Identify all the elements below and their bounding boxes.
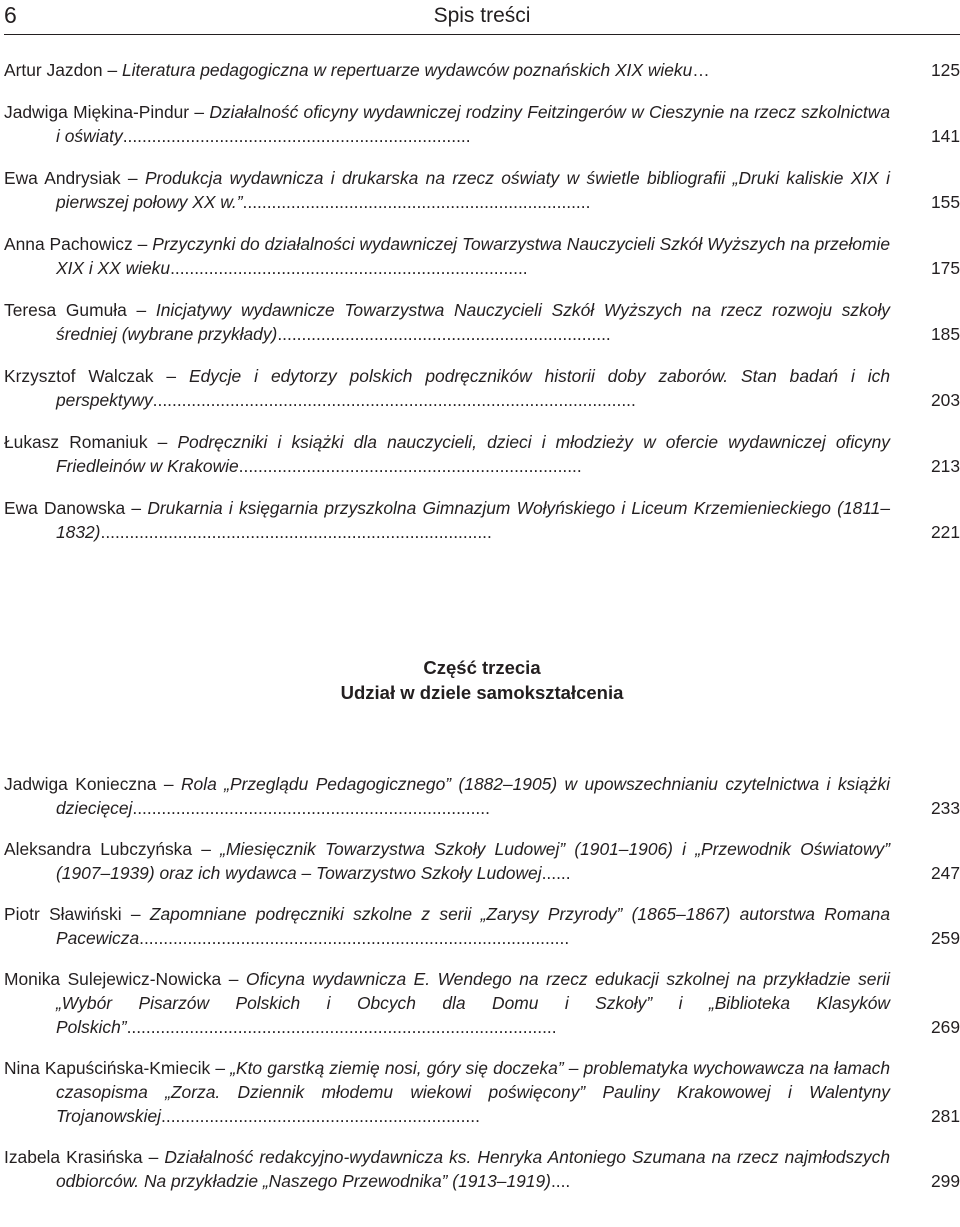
toc-entry bbox=[4, 772, 960, 820]
entry-leader-dots: .................................................................. bbox=[161, 1106, 480, 1126]
entry-title: Rola „Przeglądu Pedagogicznego” (1882–1905) w upowszechnianiu czytelnictwa i książki dziecięcej bbox=[56, 774, 891, 818]
toc-entry bbox=[4, 430, 960, 478]
entry-title: Działalność oficyny wydawniczej rodziny Feitzingerów w Cieszynie na rzecz szkolnictwa i oświaty bbox=[56, 102, 890, 146]
entry-author: Krzysztof Walczak bbox=[4, 366, 154, 386]
entry-separator: – bbox=[189, 102, 210, 122]
entry-page-number: 175 bbox=[930, 258, 960, 278]
part-title: Udział w dziele samokształcenia bbox=[340, 682, 624, 703]
page-header bbox=[4, 0, 960, 34]
entry-author: Artur Jazdon bbox=[4, 60, 103, 80]
toc-entry bbox=[4, 902, 960, 950]
toc-entry bbox=[4, 100, 960, 148]
entry-title: Oficyna wydawnicza E. Wendego na rzecz edukacji szkolnej na przykładzie serii „Wybór Pisarzów Polskich i Obcych dla Domu i Szkoły” i „Biblioteka Klasyków Polskich” bbox=[56, 969, 890, 1037]
entry-page-number: 233 bbox=[930, 798, 960, 818]
toc-entry bbox=[4, 166, 960, 214]
entry-leader-dots: ....................................................................... bbox=[238, 456, 582, 476]
entry-title: Drukarnia i księgarnia przyszkolna Gimnazjum Wołyńskiego i Liceum Krzemienieckiego (1811–1832) bbox=[56, 498, 891, 542]
entry-title: Edycje i edytorzy polskich podręczników historii doby zaborów. Stan badań i ich perspektywy bbox=[56, 366, 890, 410]
entry-author: Jadwiga Konieczna bbox=[4, 774, 157, 794]
entry-page-number: 141 bbox=[930, 126, 960, 146]
entry-separator: – bbox=[132, 234, 153, 254]
entry-title: Przyczynki do działalności wydawniczej Towarzystwa Nauczycieli Szkół Wyższych na przełomie XIX i XX wieku bbox=[56, 234, 890, 278]
entry-author: Monika Sulejewicz-Nowicka bbox=[4, 969, 222, 989]
entry-leader-dots: ................................................................................. bbox=[100, 522, 492, 542]
entry-title: Zapomniane podręczniki szkolne z serii „Zarysy Przyrody” (1865–1867) autorstwa Romana Pacewicza bbox=[56, 904, 891, 948]
entry-author: Izabela Krasińska bbox=[4, 1147, 143, 1167]
entry-author: Łukasz Romaniuk bbox=[4, 432, 148, 452]
entry-page-number: 259 bbox=[930, 928, 960, 948]
entry-author: Piotr Sławiński bbox=[4, 904, 122, 924]
entry-leader-dots: ......................................................................................... bbox=[126, 1017, 557, 1037]
entry-leader-dots: .................................................................................................... bbox=[152, 390, 636, 410]
entry-leader-dots: .......................................................................... bbox=[132, 798, 490, 818]
entry-page-number: 155 bbox=[930, 192, 960, 212]
entry-title: „Kto garstką ziemię nosi, góry się doczeka” – problematyka wychowawcza na łamach czasopisma „Zorza. Dziennik młodemu wiekowi poświęcony” Pauliny Krakowowej i Walentyny Trojanowskiej bbox=[56, 1058, 890, 1126]
entry-author: Aleksandra Lubczyńska bbox=[4, 839, 193, 859]
part-label: Część trzecia bbox=[423, 657, 541, 678]
toc-entry bbox=[4, 298, 960, 346]
entry-author: Jadwiga Miękina-Pindur bbox=[4, 102, 190, 122]
toc-list-top bbox=[4, 58, 960, 544]
page-number: 6 bbox=[4, 2, 17, 28]
entry-page-number: 185 bbox=[930, 324, 960, 344]
entry-leader-dots: … bbox=[692, 60, 710, 80]
entry-author: Anna Pachowicz bbox=[4, 234, 133, 254]
toc-entry bbox=[4, 967, 960, 1039]
header-rule bbox=[4, 34, 960, 35]
toc-entry bbox=[4, 364, 960, 412]
entry-separator: – bbox=[102, 60, 122, 80]
entry-leader-dots: ......................................................................................... bbox=[139, 928, 570, 948]
toc-entry bbox=[4, 1145, 960, 1193]
entry-page-number: 203 bbox=[930, 390, 960, 410]
entry-separator: – bbox=[126, 300, 156, 320]
entry-author: Nina Kapuścińska-Kmiecik bbox=[4, 1058, 211, 1078]
entry-author: Teresa Gumuła bbox=[4, 300, 127, 320]
toc-list-bottom bbox=[4, 772, 960, 1193]
entry-page-number: 213 bbox=[930, 456, 960, 476]
toc-entry bbox=[4, 837, 960, 885]
entry-title: Produkcja wydawnicza i drukarska na rzecz oświaty w świetle bibliografii „Druki kaliskie XIX i pierwszej połowy XX w.” bbox=[56, 168, 890, 212]
entry-separator: – bbox=[156, 774, 181, 794]
entry-title: „Miesięcznik Towarzystwa Szkoły Ludowej” (1901–1906) i „Przewodnik Oświatowy” (1907–1939) oraz ich wydawca – Towarzystwo Szkoły Ludowej bbox=[56, 839, 890, 883]
entry-leader-dots: ........................................................................ bbox=[242, 192, 591, 212]
entry-page-number: 299 bbox=[930, 1171, 960, 1191]
entry-leader-dots: ........................................................................ bbox=[122, 126, 471, 146]
entry-separator: – bbox=[125, 498, 148, 518]
entry-leader-dots: .... bbox=[550, 1171, 571, 1191]
entry-separator: – bbox=[192, 839, 221, 859]
entry-separator: – bbox=[121, 904, 150, 924]
entry-separator: – bbox=[221, 969, 246, 989]
entry-title: Podręczniki i książki dla nauczycieli, dzieci i młodzieży w ofercie wydawniczej oficyny Friedleinów w Krakowie bbox=[56, 432, 890, 476]
entry-leader-dots: ...... bbox=[541, 863, 571, 883]
running-title: Spis treści bbox=[433, 4, 531, 27]
toc-entry bbox=[4, 1056, 960, 1128]
entry-author: Ewa Andrysiak bbox=[4, 168, 121, 188]
toc-entry bbox=[4, 232, 960, 280]
entry-author: Ewa Danowska bbox=[4, 498, 126, 518]
entry-page-number: 281 bbox=[930, 1106, 960, 1126]
entry-page-number: 221 bbox=[930, 522, 960, 542]
toc-entry bbox=[4, 58, 960, 82]
entry-separator: – bbox=[210, 1058, 231, 1078]
toc-entry bbox=[4, 496, 960, 544]
entry-title: Inicjatywy wydawnicze Towarzystwa Nauczycieli Szkół Wyższych na rzecz rozwoju szkoły średniej (wybrane przykłady) bbox=[56, 300, 891, 344]
entry-title: Działalność redakcyjno-wydawnicza ks. Henryka Antoniego Szumana na rzecz najmłodszych odbiorców. Na przykładzie „Naszego Przewodnika” (1913–1919) bbox=[56, 1147, 890, 1191]
entry-leader-dots: .......................................................................... bbox=[170, 258, 528, 278]
entry-separator: – bbox=[120, 168, 145, 188]
entry-page-number: 125 bbox=[930, 60, 960, 80]
entry-title: Literatura pedagogiczna w repertuarze wydawców poznańskich XIX wieku bbox=[121, 60, 693, 80]
entry-separator: – bbox=[142, 1147, 165, 1167]
entry-page-number: 269 bbox=[930, 1017, 960, 1037]
entry-page-number: 247 bbox=[930, 863, 960, 883]
entry-separator: – bbox=[147, 432, 178, 452]
entry-separator: – bbox=[153, 366, 190, 386]
entry-leader-dots: ..................................................................... bbox=[277, 324, 611, 344]
